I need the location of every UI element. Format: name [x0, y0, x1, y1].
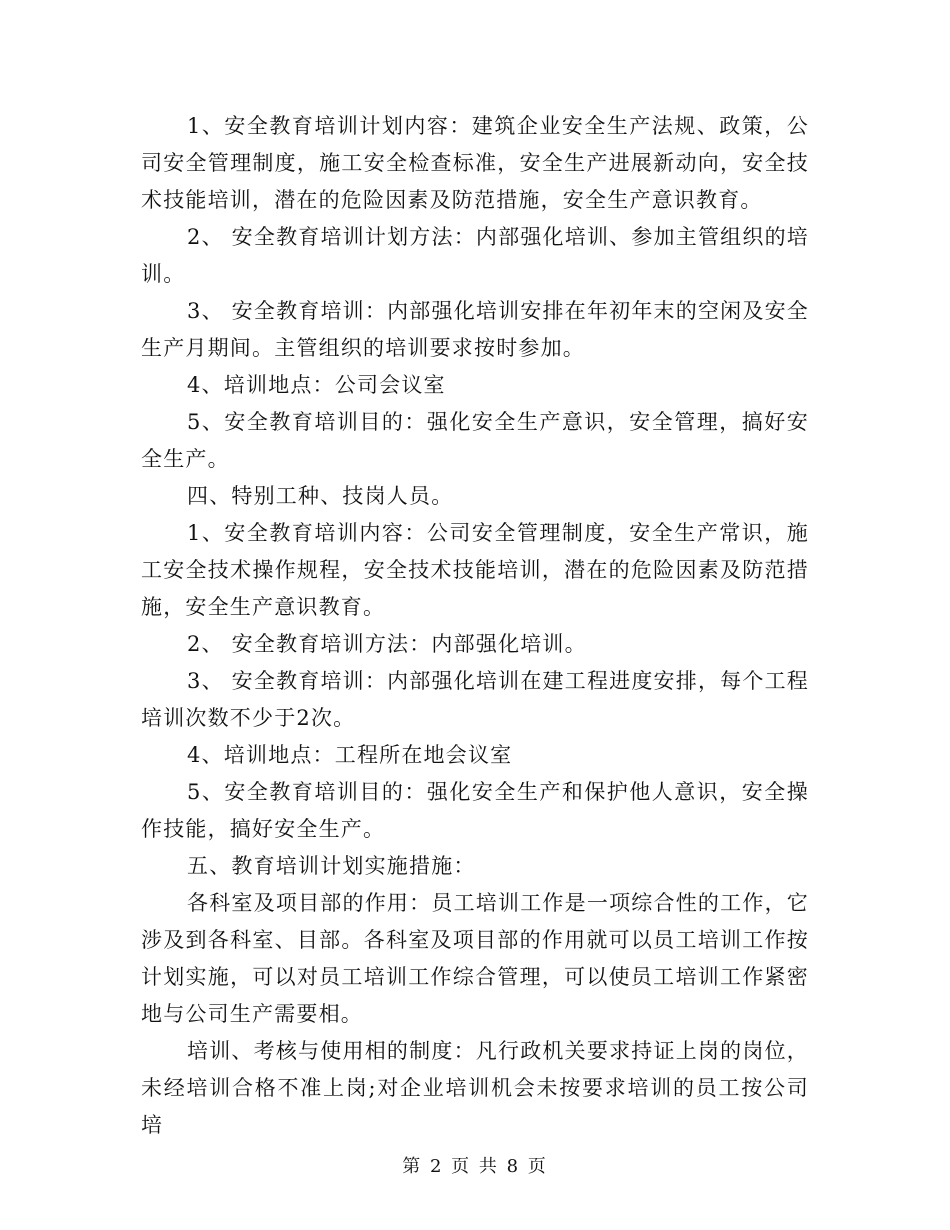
paragraph-7: 2、 安全教育培训方法：内部强化培训。: [187, 632, 587, 656]
paragraph-4: 4、培训地点：公司会议室: [187, 373, 446, 397]
page-number: 第 2 页 共 8 页: [402, 1156, 548, 1177]
paragraph-2: 2、 安全教育培训计划方法：内部强化培训、参加主管组织的培训。: [141, 225, 809, 286]
paragraph-10: 5、安全教育培训目的：强化安全生产和保护他人意识，安全操作技能，搞好安全生产。: [141, 780, 809, 841]
paragraph-11: 各科室及项目部的作用：员工培训工作是一项综合性的工作，它涉及到各科室、目部。各科室及项目部的作用就可以员工培训工作按计划实施，可以对员工培训工作综合管理，可以使员工培训工作紧密地与公司生产需要相。: [141, 891, 809, 1026]
paragraph-1: 1、安全教育培训计划内容：建筑企业安全生产法规、政策，公司安全管理制度，施工安全检查标准，安全生产进展新动向，安全技术技能培训，潜在的危险因素及防范措施，安全生产意识教育。: [141, 114, 809, 212]
paragraph-12: 培训、考核与使用相的制度：凡行政机关要求持证上岗的岗位，未经培训合格不准上岗;对企业培训机会未按要求培训的员工按公司培: [141, 1039, 809, 1137]
paragraph-3: 3、 安全教育培训：内部强化培训安排在年初年末的空闲及安全生产月期间。主管组织的培训要求按时参加。: [141, 299, 809, 360]
paragraph-5: 5、安全教育培训目的：强化安全生产意识，安全管理，搞好安全生产。: [141, 410, 809, 471]
section-heading-4: 四、特别工种、技岗人员。: [187, 484, 454, 508]
paragraph-9: 4、培训地点：工程所在地会议室: [187, 743, 513, 767]
section-heading-5: 五、教育培训计划实施措施：: [187, 854, 476, 878]
paragraph-8: 3、 安全教育培训：内部强化培训在建工程进度安排，每个工程培训次数不少于2次。: [141, 669, 809, 730]
paragraph-6: 1、安全教育培训内容：公司安全管理制度，安全生产常识，施工安全技术操作规程，安全技术技能培训，潜在的危险因素及防范措施，安全生产意识教育。: [141, 521, 809, 619]
document-body: [141, 108, 809, 1144]
